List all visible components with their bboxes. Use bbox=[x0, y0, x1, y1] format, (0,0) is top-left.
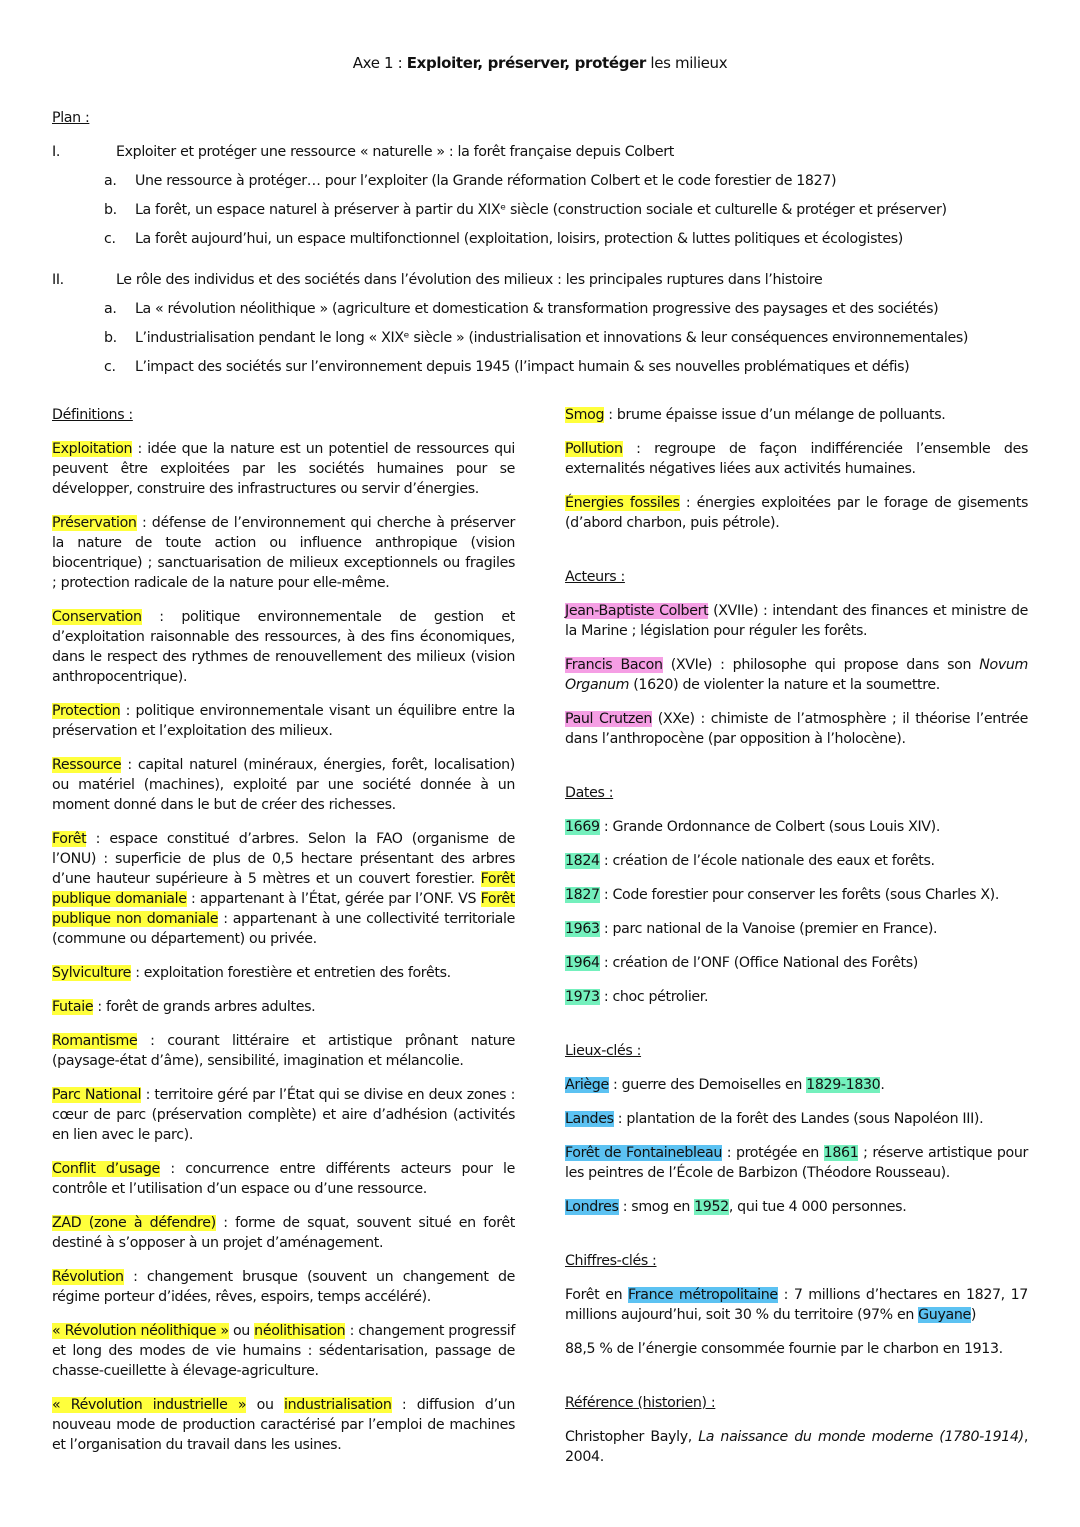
text-segment: ; réserve artistique pour les peintres de l’École de Barbizon (Théodore Rousseau). bbox=[565, 1145, 1028, 1181]
definition-entry bbox=[565, 1143, 1028, 1183]
highlighted-term: Paul Crutzen bbox=[565, 711, 652, 727]
text-segment: (XVIe) : philosophe qui propose dans son bbox=[662, 657, 980, 673]
definition-entry bbox=[52, 829, 515, 949]
highlighted-term: ZAD (zone à défendre) bbox=[52, 1215, 216, 1231]
plan-subitem-text: L’impact des sociétés sur l’environnement depuis 1945 (l’impact humain & ses nouvelles problématiques et défis) bbox=[135, 359, 910, 375]
highlighted-term: Conservation bbox=[52, 609, 142, 625]
text-segment: : création de l’ONF (Office National des Forêts) bbox=[599, 955, 918, 971]
plan-section bbox=[52, 108, 1052, 386]
definition-entry bbox=[52, 513, 515, 593]
text-segment: : Grande Ordonnance de Colbert (sous Louis XIV). bbox=[599, 819, 941, 835]
plan-subitem-letter: b. bbox=[104, 330, 117, 346]
text-segment: : création de l’école nationale des eaux et forêts. bbox=[599, 853, 935, 869]
definition-entry bbox=[52, 1159, 515, 1199]
text-segment: ) bbox=[970, 1307, 977, 1323]
text-segment: : brume épaisse issue d’un mélange de polluants. bbox=[604, 407, 946, 423]
highlighted-term: France métropolitaine bbox=[628, 1287, 778, 1303]
text-segment: : idée que la nature est un potentiel de ressources qui peuvent être exploitées par les sociétés humaines pour se développer, construire des infrastructures ou servir d’énergies. bbox=[52, 441, 515, 497]
section-heading: Définitions : bbox=[52, 407, 133, 423]
definition-entry bbox=[52, 1085, 515, 1145]
text-segment: : changement progressif et long des modes de vie humains : sédentarisation, passage de chasse-cueillette à élevage-agriculture. bbox=[52, 1323, 515, 1379]
highlighted-term: Pollution bbox=[565, 441, 623, 457]
text-segment: ou bbox=[246, 1397, 284, 1413]
text-segment: : regroupe de façon indifférenciée l’ensemble des externalités négatives liées aux activités humaines. bbox=[565, 441, 1028, 477]
definition-entry bbox=[52, 1395, 515, 1455]
definition-entry bbox=[565, 493, 1028, 533]
definition-entry bbox=[52, 997, 515, 1017]
highlighted-term: Protection bbox=[52, 703, 121, 719]
text-segment: : énergies exploitées par le forage de gisements (d’abord charbon, puis pétrole). bbox=[565, 495, 1028, 531]
left-column bbox=[52, 405, 515, 1469]
plan-item-number: I. bbox=[52, 144, 60, 160]
plan-subitem bbox=[52, 299, 1052, 328]
highlighted-term: Ariège bbox=[565, 1077, 609, 1093]
highlighted-term: néolithisation bbox=[254, 1323, 346, 1339]
text-segment: : appartenant à l’État, gérée par l’ONF. VS bbox=[186, 891, 481, 907]
text-segment: : diffusion d’un nouveau mode de production caractérisé par l’emploi de machines et l’organisation du travail dans les usines. bbox=[52, 1397, 516, 1453]
definition-entry bbox=[565, 655, 1028, 695]
definition-entry bbox=[52, 1031, 515, 1071]
highlighted-term: Préservation bbox=[52, 515, 137, 531]
text-segment: Christopher Bayly, bbox=[565, 1429, 699, 1445]
title-prefix: Axe 1 : bbox=[352, 54, 407, 72]
plan-item-number: II. bbox=[52, 272, 64, 288]
plan-heading: Plan : bbox=[52, 110, 90, 126]
text-segment: : forêt de grands arbres adultes. bbox=[93, 999, 316, 1015]
definition-entry bbox=[52, 963, 515, 983]
highlighted-term: Smog bbox=[565, 407, 605, 423]
text-segment: Forêt en bbox=[565, 1287, 629, 1303]
highlighted-term: Landes bbox=[565, 1111, 614, 1127]
definition-entry bbox=[565, 1109, 1028, 1129]
highlighted-term: Forêt publique domaniale bbox=[52, 871, 515, 907]
highlighted-term: Londres bbox=[565, 1199, 619, 1215]
italic-title: La naissance du monde moderne (1780-1914) bbox=[698, 1429, 1024, 1445]
text-segment: : espace constitué d’arbres. Selon la FAO (organisme de l’ONU) : superficie de plus de 0,5 hectare présentant des arbres d’une hauteur supérieure à 5 mètres et un couvert forestier. bbox=[52, 831, 515, 887]
plan-subitem-letter: a. bbox=[104, 301, 117, 317]
highlighted-term: Énergies fossiles bbox=[565, 495, 680, 511]
italic-title: Novum Organum bbox=[565, 657, 1028, 693]
highlighted-term: 1952 bbox=[694, 1199, 729, 1215]
definition-entry bbox=[565, 439, 1028, 479]
text-segment: , 2004. bbox=[565, 1429, 1028, 1465]
definition-entry bbox=[565, 953, 1028, 973]
section-heading: Acteurs : bbox=[565, 569, 625, 585]
highlighted-term: « Révolution industrielle » bbox=[52, 1397, 247, 1413]
page-title bbox=[0, 54, 1080, 72]
definition-entry bbox=[565, 1075, 1028, 1095]
plan-subitem bbox=[52, 357, 1052, 386]
text-segment: (XVIIe) : intendant des finances et ministre de la Marine ; législation pour réguler les forêts. bbox=[565, 603, 1028, 639]
definition-entry bbox=[565, 709, 1028, 749]
text-segment: : politique environnementale de gestion et d’exploitation raisonnable des ressources, à des fins économiques, dans le respect des rythmes de renouvellement des milieux (vision anthropocentrique). bbox=[52, 609, 515, 685]
text-segment: : 7 millions d’hectares en 1827, 17 millions aujourd’hui, soit 30 % du territoire (97% en bbox=[565, 1287, 1028, 1323]
highlighted-term: Romantisme bbox=[52, 1033, 138, 1049]
highlighted-term: 1964 bbox=[565, 955, 600, 971]
highlighted-term: 1861 bbox=[823, 1145, 859, 1161]
highlighted-term: 1824 bbox=[565, 853, 600, 869]
text-segment: . bbox=[880, 1077, 885, 1093]
text-segment: ou bbox=[228, 1323, 255, 1339]
highlighted-term: Guyane bbox=[918, 1307, 971, 1323]
plan-gap bbox=[52, 258, 1052, 270]
highlighted-term: Forêt de Fontainebleau bbox=[565, 1145, 723, 1161]
definition-entry bbox=[565, 987, 1028, 1007]
text-segment: : smog en bbox=[618, 1199, 695, 1215]
text-segment: : choc pétrolier. bbox=[599, 989, 709, 1005]
title-suffix: les milieux bbox=[645, 54, 728, 72]
highlighted-term: Futaie bbox=[52, 999, 94, 1015]
text-segment: : parc national de la Vanoise (premier en France). bbox=[599, 921, 938, 937]
definition-entry bbox=[565, 1339, 1028, 1359]
plan-subitem bbox=[52, 229, 1052, 258]
right-column bbox=[565, 405, 1028, 1481]
plan-list bbox=[52, 142, 1052, 386]
plan-item-text: Exploiter et protéger une ressource « naturelle » : la forêt française depuis Colbert bbox=[116, 144, 674, 160]
plan-subitem-letter: c. bbox=[104, 231, 116, 247]
highlighted-term: Francis Bacon bbox=[565, 657, 663, 673]
text-segment: : territoire géré par l’État qui se divise en deux zones : cœur de parc (préservation complète) et aire d’adhésion (activités en lien avec le parc). bbox=[52, 1087, 515, 1143]
plan-subitem-letter: a. bbox=[104, 173, 117, 189]
plan-subitem-text: La forêt, un espace naturel à préserver à partir du XIXᵉ siècle (construction sociale et culturelle & protéger et préserver) bbox=[135, 202, 947, 218]
highlighted-term: Parc National bbox=[52, 1087, 142, 1103]
section-heading: Dates : bbox=[565, 785, 614, 801]
text-segment: : concurrence entre différents acteurs pour le contrôle et l’utilisation d’un espace ou d’une ressource. bbox=[52, 1161, 515, 1197]
text-segment: : appartenant à une collectivité territoriale (commune ou département) ou privée. bbox=[52, 911, 515, 947]
definition-entry bbox=[52, 1321, 515, 1381]
highlighted-term: Conflit d’usage bbox=[52, 1161, 160, 1177]
text-segment: , qui tue 4 000 personnes. bbox=[728, 1199, 907, 1215]
text-segment: 88,5 % de l’énergie consommée fournie par le charbon en 1913. bbox=[565, 1341, 1003, 1357]
plan-subitem bbox=[52, 328, 1052, 357]
text-segment: : plantation de la forêt des Landes (sous Napoléon III). bbox=[613, 1111, 984, 1127]
plan-item-text: Le rôle des individus et des sociétés dans l’évolution des milieux : les principales ruptures dans l’histoire bbox=[116, 272, 823, 288]
highlighted-term: Forêt publique non domaniale bbox=[52, 891, 515, 927]
highlighted-term: Jean-Baptiste Colbert bbox=[565, 603, 709, 619]
highlighted-term: « Révolution néolithique » bbox=[52, 1323, 229, 1339]
plan-subitem bbox=[52, 171, 1052, 200]
title-bold: Exploiter, préserver, protéger bbox=[406, 54, 646, 72]
plan-subitem bbox=[52, 200, 1052, 229]
plan-subitem-text: La forêt aujourd’hui, un espace multifonctionnel (exploitation, loisirs, protection & luttes politiques et écologistes) bbox=[135, 231, 903, 247]
definition-entry bbox=[565, 851, 1028, 871]
plan-subitem-letter: b. bbox=[104, 202, 117, 218]
plan-subitem-text: L’industrialisation pendant le long « XIXᵉ siècle » (industrialisation et innovations & leur conséquences environnementales) bbox=[135, 330, 969, 346]
highlighted-term: Sylviculture bbox=[52, 965, 132, 981]
section-heading: Chiffres-clés : bbox=[565, 1253, 657, 1269]
definition-entry bbox=[52, 1213, 515, 1253]
text-segment: : exploitation forestière et entretien des forêts. bbox=[131, 965, 451, 981]
text-segment: : courant littéraire et artistique prônant nature (paysage-état d’âme), sensibilité, imagination et mélancolie. bbox=[52, 1033, 515, 1069]
text-segment: : Code forestier pour conserver les forêts (sous Charles X). bbox=[599, 887, 1000, 903]
text-segment: : politique environnementale visant un équilibre entre la préservation et l’exploitation des milieux. bbox=[52, 703, 515, 739]
section-heading: Lieux-clés : bbox=[565, 1043, 642, 1059]
definition-entry bbox=[52, 1267, 515, 1307]
plan-subitem-text: La « révolution néolithique » (agriculture et domestication & transformation progressive des paysages et des sociétés) bbox=[135, 301, 939, 317]
text-segment: : défense de l’environnement qui cherche à préserver la nature de toute action ou influence anthropique (vision biocentrique) ; sanctuarisation de milieux exceptionnels ou fragiles ; protection radicale de la nature pour elle-même. bbox=[52, 515, 515, 591]
definition-entry bbox=[565, 1197, 1028, 1217]
plan-item bbox=[52, 142, 1052, 171]
text-segment: : guerre des Demoiselles en bbox=[608, 1077, 807, 1093]
definition-entry bbox=[565, 817, 1028, 837]
text-segment: : changement brusque (souvent un changement de régime porteur d’idées, rêves, espoirs, temps accéléré). bbox=[52, 1269, 515, 1305]
highlighted-term: Exploitation bbox=[52, 441, 133, 457]
text-segment: (1620) de violenter la nature et la soumettre. bbox=[629, 677, 940, 693]
plan-item bbox=[52, 270, 1052, 299]
definition-entry bbox=[565, 601, 1028, 641]
highlighted-term: 1669 bbox=[565, 819, 600, 835]
section-heading: Référence (historien) : bbox=[565, 1395, 716, 1411]
highlighted-term: 1829-1830 bbox=[806, 1077, 881, 1093]
highlighted-term: 1963 bbox=[565, 921, 600, 937]
definition-entry bbox=[565, 405, 1028, 425]
definition-entry bbox=[52, 607, 515, 687]
plan-subitem-letter: c. bbox=[104, 359, 116, 375]
definition-entry bbox=[565, 919, 1028, 939]
highlighted-term: 1973 bbox=[565, 989, 600, 1005]
text-segment: : protégée en bbox=[722, 1145, 824, 1161]
highlighted-term: Révolution bbox=[52, 1269, 124, 1285]
text-segment: : forme de squat, souvent situé en forêt destiné à s’opposer à un projet d’aménagement. bbox=[52, 1215, 515, 1251]
highlighted-term: Ressource bbox=[52, 757, 122, 773]
plan-subitem-text: Une ressource à protéger… pour l’exploiter (la Grande réformation Colbert et le code forestier de 1827) bbox=[135, 173, 837, 189]
definition-entry bbox=[565, 1285, 1028, 1325]
definition-entry bbox=[52, 755, 515, 815]
definition-entry bbox=[52, 701, 515, 741]
definition-entry bbox=[565, 885, 1028, 905]
highlighted-term: 1827 bbox=[565, 887, 600, 903]
highlighted-term: Forêt bbox=[52, 831, 87, 847]
text-segment: (XXe) : chimiste de l’atmosphère ; il théorise l’entrée dans l’anthropocène (par opposition à l’holocène). bbox=[565, 711, 1028, 747]
highlighted-term: industrialisation bbox=[283, 1397, 392, 1413]
definition-entry bbox=[52, 439, 515, 499]
definition-entry bbox=[565, 1427, 1028, 1467]
text-segment: : capital naturel (minéraux, énergies, forêt, localisation) ou matériel (machines), exploité par une société donnée à un moment donné dans le but de créer des richesses. bbox=[52, 757, 515, 813]
